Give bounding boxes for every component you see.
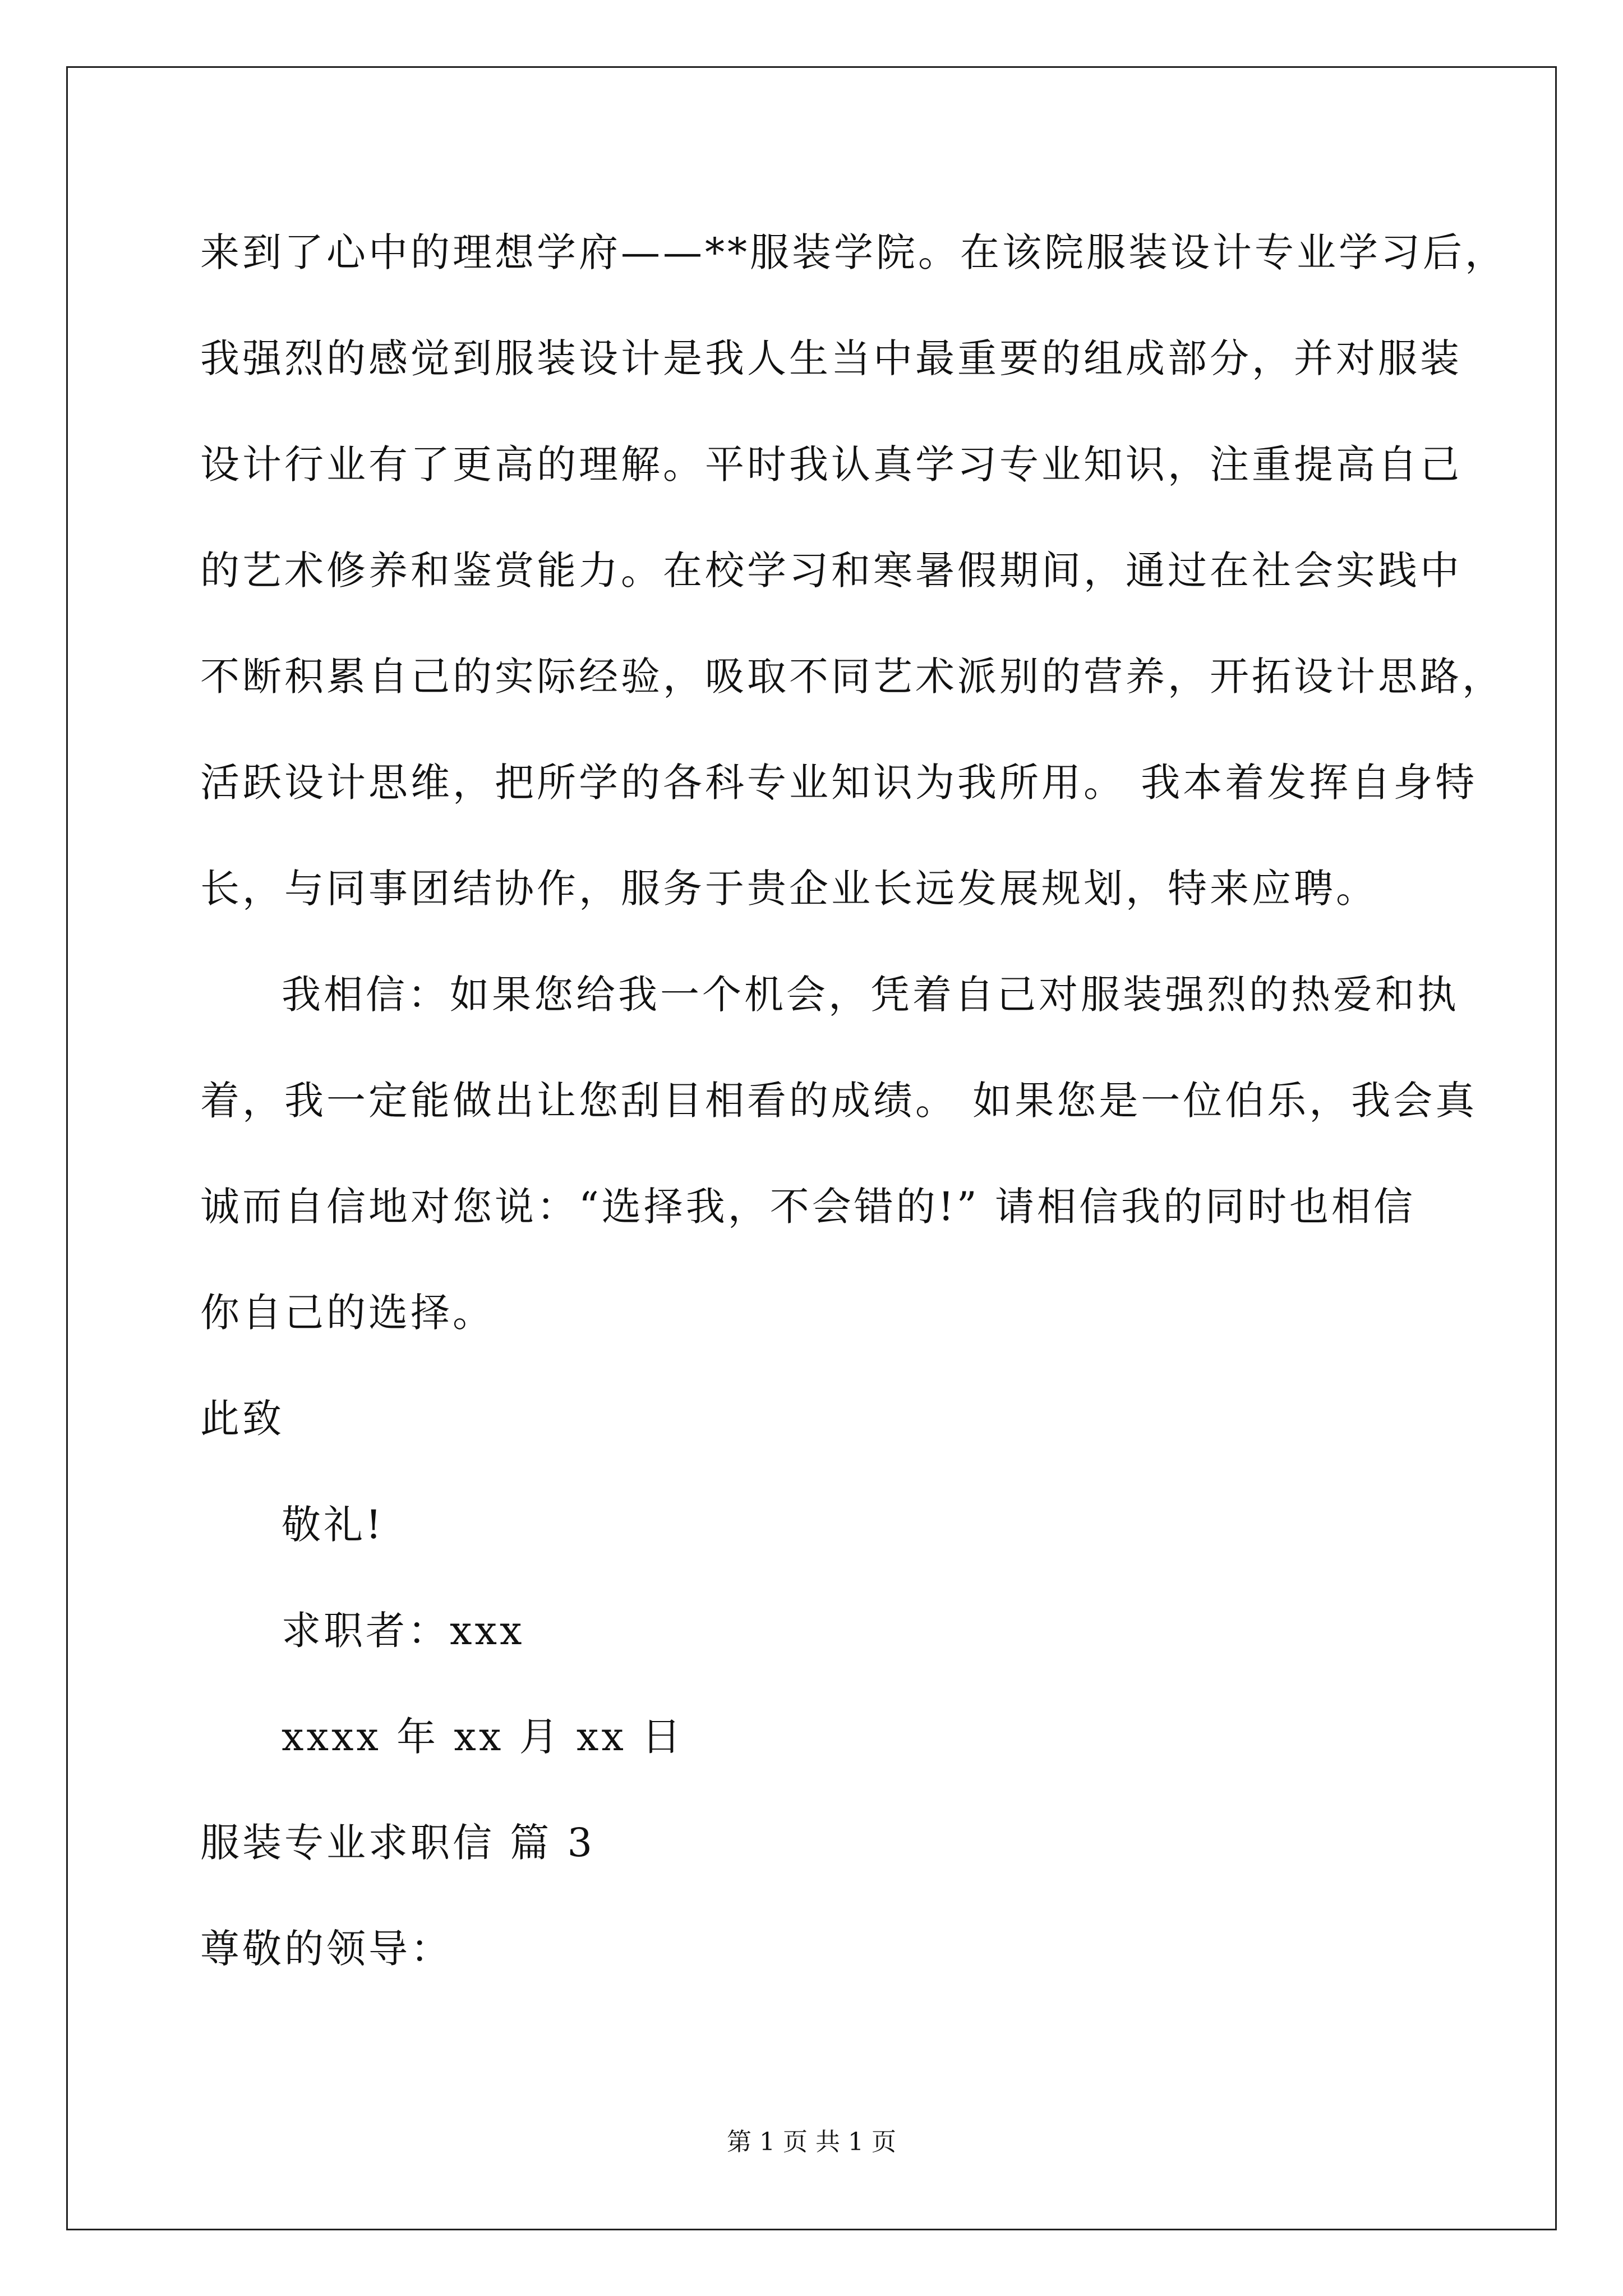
paragraph-line: 诚而自信地对您说：“选择我，不会错的!” 请相信我的同时也相信 [200, 1184, 1415, 1230]
applicant-signature: 求职者：xxx [282, 1608, 525, 1654]
paragraph-line: 长，与同事团结协作，服务于贵企业长远发展规划，特来应聘。 [200, 866, 1378, 912]
paragraph-line: 设计行业有了更高的理解。平时我认真学习专业知识，注重提高自己 [200, 441, 1462, 487]
greeting: 尊敬的领导： [200, 1926, 453, 1972]
letter-date: xxxx 年 xx 月 xx 日 [282, 1714, 684, 1760]
closing-regards: 敬礼! [282, 1502, 385, 1548]
paragraph-line: 我强烈的感觉到服装设计是我人生当中最重要的组成部分，并对服装 [200, 335, 1462, 381]
paragraph-line: 着，我一定能做出让您刮目相看的成绩。 如果您是一位伯乐，我会真 [200, 1078, 1478, 1124]
paragraph-line: 活跃设计思维，把所学的各科专业知识为我所用。 我本着发挥自身特 [200, 760, 1478, 806]
paragraph-line: 的艺术修养和鉴赏能力。在校学习和寒暑假期间，通过在社会实践中 [200, 547, 1462, 593]
section-heading: 服装专业求职信 篇 3 [200, 1820, 596, 1866]
paragraph-line: 我相信：如果您给我一个机会，凭着自己对服装强烈的热爱和执 [282, 972, 1459, 1018]
page-border [66, 66, 1557, 2230]
paragraph-line: 不断积累自己的实际经验，吸取不同艺术派别的营养，开拓设计思路， [200, 654, 1504, 700]
page-number-footer: 第 1 页 共 1 页 [727, 2128, 896, 2156]
paragraph-line: 你自己的选择。 [200, 1290, 495, 1336]
closing-salutation: 此致 [200, 1396, 284, 1442]
paragraph-line: 来到了心中的理想学府——**服装学院。在该院服装设计专业学习后， [200, 229, 1507, 275]
